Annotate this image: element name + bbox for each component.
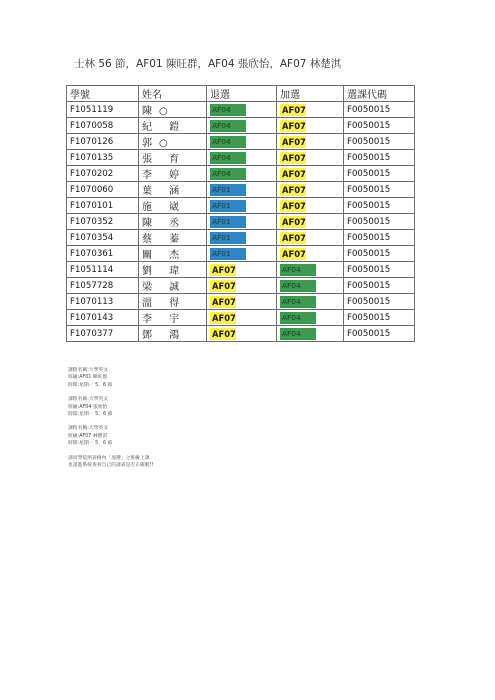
note-line: 課程名稱:大學英文 [68, 368, 108, 373]
note-line: 請同學依照表格內「加選」之班級上課 [68, 455, 150, 461]
note-line: 時間:星期一 5、6 節 [68, 412, 113, 418]
student-id-cell: F1070377 [67, 326, 139, 342]
drop-class-cell [207, 182, 277, 198]
add-class-label: AF04 [280, 312, 316, 324]
student-name-cell: 李 宇 [139, 310, 207, 326]
drop-class-label: AF07 [212, 280, 236, 291]
note-group [68, 396, 153, 418]
course-code-cell: F0050015 [344, 134, 415, 150]
note-line: 時間:星期一 5、6 節 [68, 441, 113, 447]
drop-class-label: AF01 [210, 200, 246, 212]
drop-class-cell [207, 262, 277, 278]
note-line: 課程名稱:大學英文 [68, 426, 108, 432]
add-class-label: AF07 [282, 216, 306, 227]
student-id-cell: F1070354 [67, 230, 139, 246]
student-id-cell: F1070361 [67, 246, 139, 262]
table-row [67, 102, 415, 118]
student-id-cell: F1051119 [67, 102, 139, 118]
drop-class-cell [207, 310, 277, 326]
add-class-cell [277, 214, 344, 230]
drop-class-cell [207, 198, 277, 214]
header-name: 姓名 [139, 86, 207, 102]
table-header-row [67, 86, 415, 102]
add-class-cell [277, 102, 344, 118]
student-id-cell: F1057728 [67, 278, 139, 294]
student-id-cell: F1051114 [67, 262, 139, 278]
table-row [67, 230, 415, 246]
drop-class-label: AF04 [210, 120, 246, 132]
table-row [67, 166, 415, 182]
add-class-cell [277, 134, 344, 150]
add-class-cell [277, 166, 344, 182]
drop-class-label: AF04 [210, 168, 246, 180]
note-line: 班級:AF01 陳旺群 [68, 375, 108, 381]
course-notes [68, 367, 153, 476]
note-line: 班級:AF04 張欣怡 [68, 404, 108, 410]
course-code-cell: F0050015 [344, 182, 415, 198]
drop-class-cell [207, 134, 277, 150]
add-class-cell [277, 278, 344, 294]
student-name-cell: 劉 瑋 [139, 262, 207, 278]
add-class-label: AF07 [282, 248, 306, 259]
add-class-cell [277, 182, 344, 198]
student-name-cell: 陳 丞 [139, 214, 207, 230]
add-class-cell [277, 198, 344, 214]
add-class-cell [277, 310, 344, 326]
drop-class-cell [207, 102, 277, 118]
enrollment-table [66, 85, 415, 342]
course-code-cell: F0050015 [344, 166, 415, 182]
table-row [67, 278, 415, 294]
course-code-cell: F0050015 [344, 102, 415, 118]
note-line: 課程名稱:大學英文 [68, 397, 108, 403]
table-row [67, 150, 415, 166]
table-row [67, 310, 415, 326]
drop-class-cell [207, 214, 277, 230]
course-code-cell: F0050015 [344, 262, 415, 278]
course-code-cell: F0050015 [344, 310, 415, 326]
drop-class-label: AF01 [210, 232, 246, 244]
drop-class-label: AF01 [210, 216, 246, 228]
add-class-label: AF07 [282, 184, 306, 195]
note-line: 時間:星期一 5、6 節 [68, 382, 113, 388]
add-class-label: AF07 [282, 152, 306, 163]
add-class-cell [277, 230, 344, 246]
drop-class-label: AF04 [210, 136, 246, 148]
drop-class-label: AF01 [210, 184, 246, 196]
student-name-cell: 李 婷 [139, 166, 207, 182]
note-group [68, 425, 153, 447]
add-class-label: AF07 [282, 136, 306, 147]
course-code-cell: F0050015 [344, 214, 415, 230]
drop-class-label: AF04 [210, 104, 246, 116]
drop-class-cell [207, 230, 277, 246]
table-body [67, 102, 415, 342]
student-id-cell: F1070202 [67, 166, 139, 182]
table-row [67, 134, 415, 150]
add-class-label: AF04 [280, 296, 316, 308]
note-group [68, 367, 153, 389]
add-class-cell [277, 294, 344, 310]
table-row [67, 118, 415, 134]
course-code-cell: F0050015 [344, 230, 415, 246]
student-name-cell: 鄧 鴻 [139, 326, 207, 342]
drop-class-label: AF04 [210, 152, 246, 164]
add-class-label: AF07 [282, 200, 306, 211]
student-name-cell: 施 崴 [139, 198, 207, 214]
student-id-cell: F1070126 [67, 134, 139, 150]
table-row [67, 214, 415, 230]
student-id-cell: F1070058 [67, 118, 139, 134]
table-row [67, 198, 415, 214]
note-group [68, 455, 153, 470]
drop-class-label: AF07 [212, 328, 236, 339]
table-row [67, 246, 415, 262]
student-name-cell: 郭○ [139, 134, 207, 150]
drop-class-label: AF07 [212, 312, 236, 323]
add-class-cell [277, 326, 344, 342]
course-code-cell: F0050015 [344, 198, 415, 214]
add-class-cell [277, 246, 344, 262]
table-row [67, 294, 415, 310]
course-code-cell: F0050015 [344, 118, 415, 134]
student-name-cell: 關 杰 [139, 246, 207, 262]
student-name-cell: 紀 鎧 [139, 118, 207, 134]
course-code-cell: F0050015 [344, 150, 415, 166]
add-class-label: AF07 [282, 168, 306, 179]
student-name-cell: 陳○ [139, 102, 207, 118]
course-code-cell: F0050015 [344, 326, 415, 342]
drop-class-cell [207, 118, 277, 134]
student-name-cell: 葉 涵 [139, 182, 207, 198]
table-row [67, 326, 415, 342]
student-id-cell: F1070135 [67, 150, 139, 166]
drop-class-label: AF07 [212, 264, 236, 275]
add-class-cell [277, 262, 344, 278]
drop-class-cell [207, 294, 277, 310]
drop-class-cell [207, 246, 277, 262]
student-id-cell: F1070113 [67, 294, 139, 310]
add-class-label: AF07 [282, 104, 306, 115]
note-line: 也請進系統查看自己的課表是否正確喔!! [68, 463, 154, 469]
add-class-label: AF07 [282, 120, 306, 131]
header-course-code: 選課代碼 [344, 86, 415, 102]
student-id-cell: F1070060 [67, 182, 139, 198]
add-class-label: AF04 [280, 280, 316, 292]
student-id-cell: F1070101 [67, 198, 139, 214]
drop-class-cell [207, 150, 277, 166]
course-code-cell: F0050015 [344, 246, 415, 262]
drop-class-cell [207, 278, 277, 294]
table-row [67, 182, 415, 198]
drop-class-cell [207, 166, 277, 182]
student-name-cell: 溫 得 [139, 294, 207, 310]
add-class-label: AF04 [280, 264, 316, 276]
table-row [67, 262, 415, 278]
drop-class-label: AF01 [210, 248, 246, 260]
add-class-label: AF04 [280, 328, 316, 340]
add-class-cell [277, 118, 344, 134]
student-name-cell: 蔡 蓁 [139, 230, 207, 246]
student-name-cell: 張 育 [139, 150, 207, 166]
course-code-cell: F0050015 [344, 294, 415, 310]
drop-class-cell [207, 326, 277, 342]
student-id-cell: F1070352 [67, 214, 139, 230]
header-student-id: 學號 [67, 86, 139, 102]
page-heading: 士林 56 節，AF01 陳旺群，AF04 張欣怡，AF07 林楚淇 [74, 58, 342, 70]
header-add: 加選 [277, 86, 344, 102]
add-class-label: AF07 [282, 232, 306, 243]
student-id-cell: F1070143 [67, 310, 139, 326]
drop-class-label: AF07 [212, 296, 236, 307]
add-class-cell [277, 150, 344, 166]
student-name-cell: 梁 誠 [139, 278, 207, 294]
header-drop: 退選 [207, 86, 277, 102]
note-line: 班級:AF07 林楚淇 [68, 433, 108, 439]
course-code-cell: F0050015 [344, 278, 415, 294]
